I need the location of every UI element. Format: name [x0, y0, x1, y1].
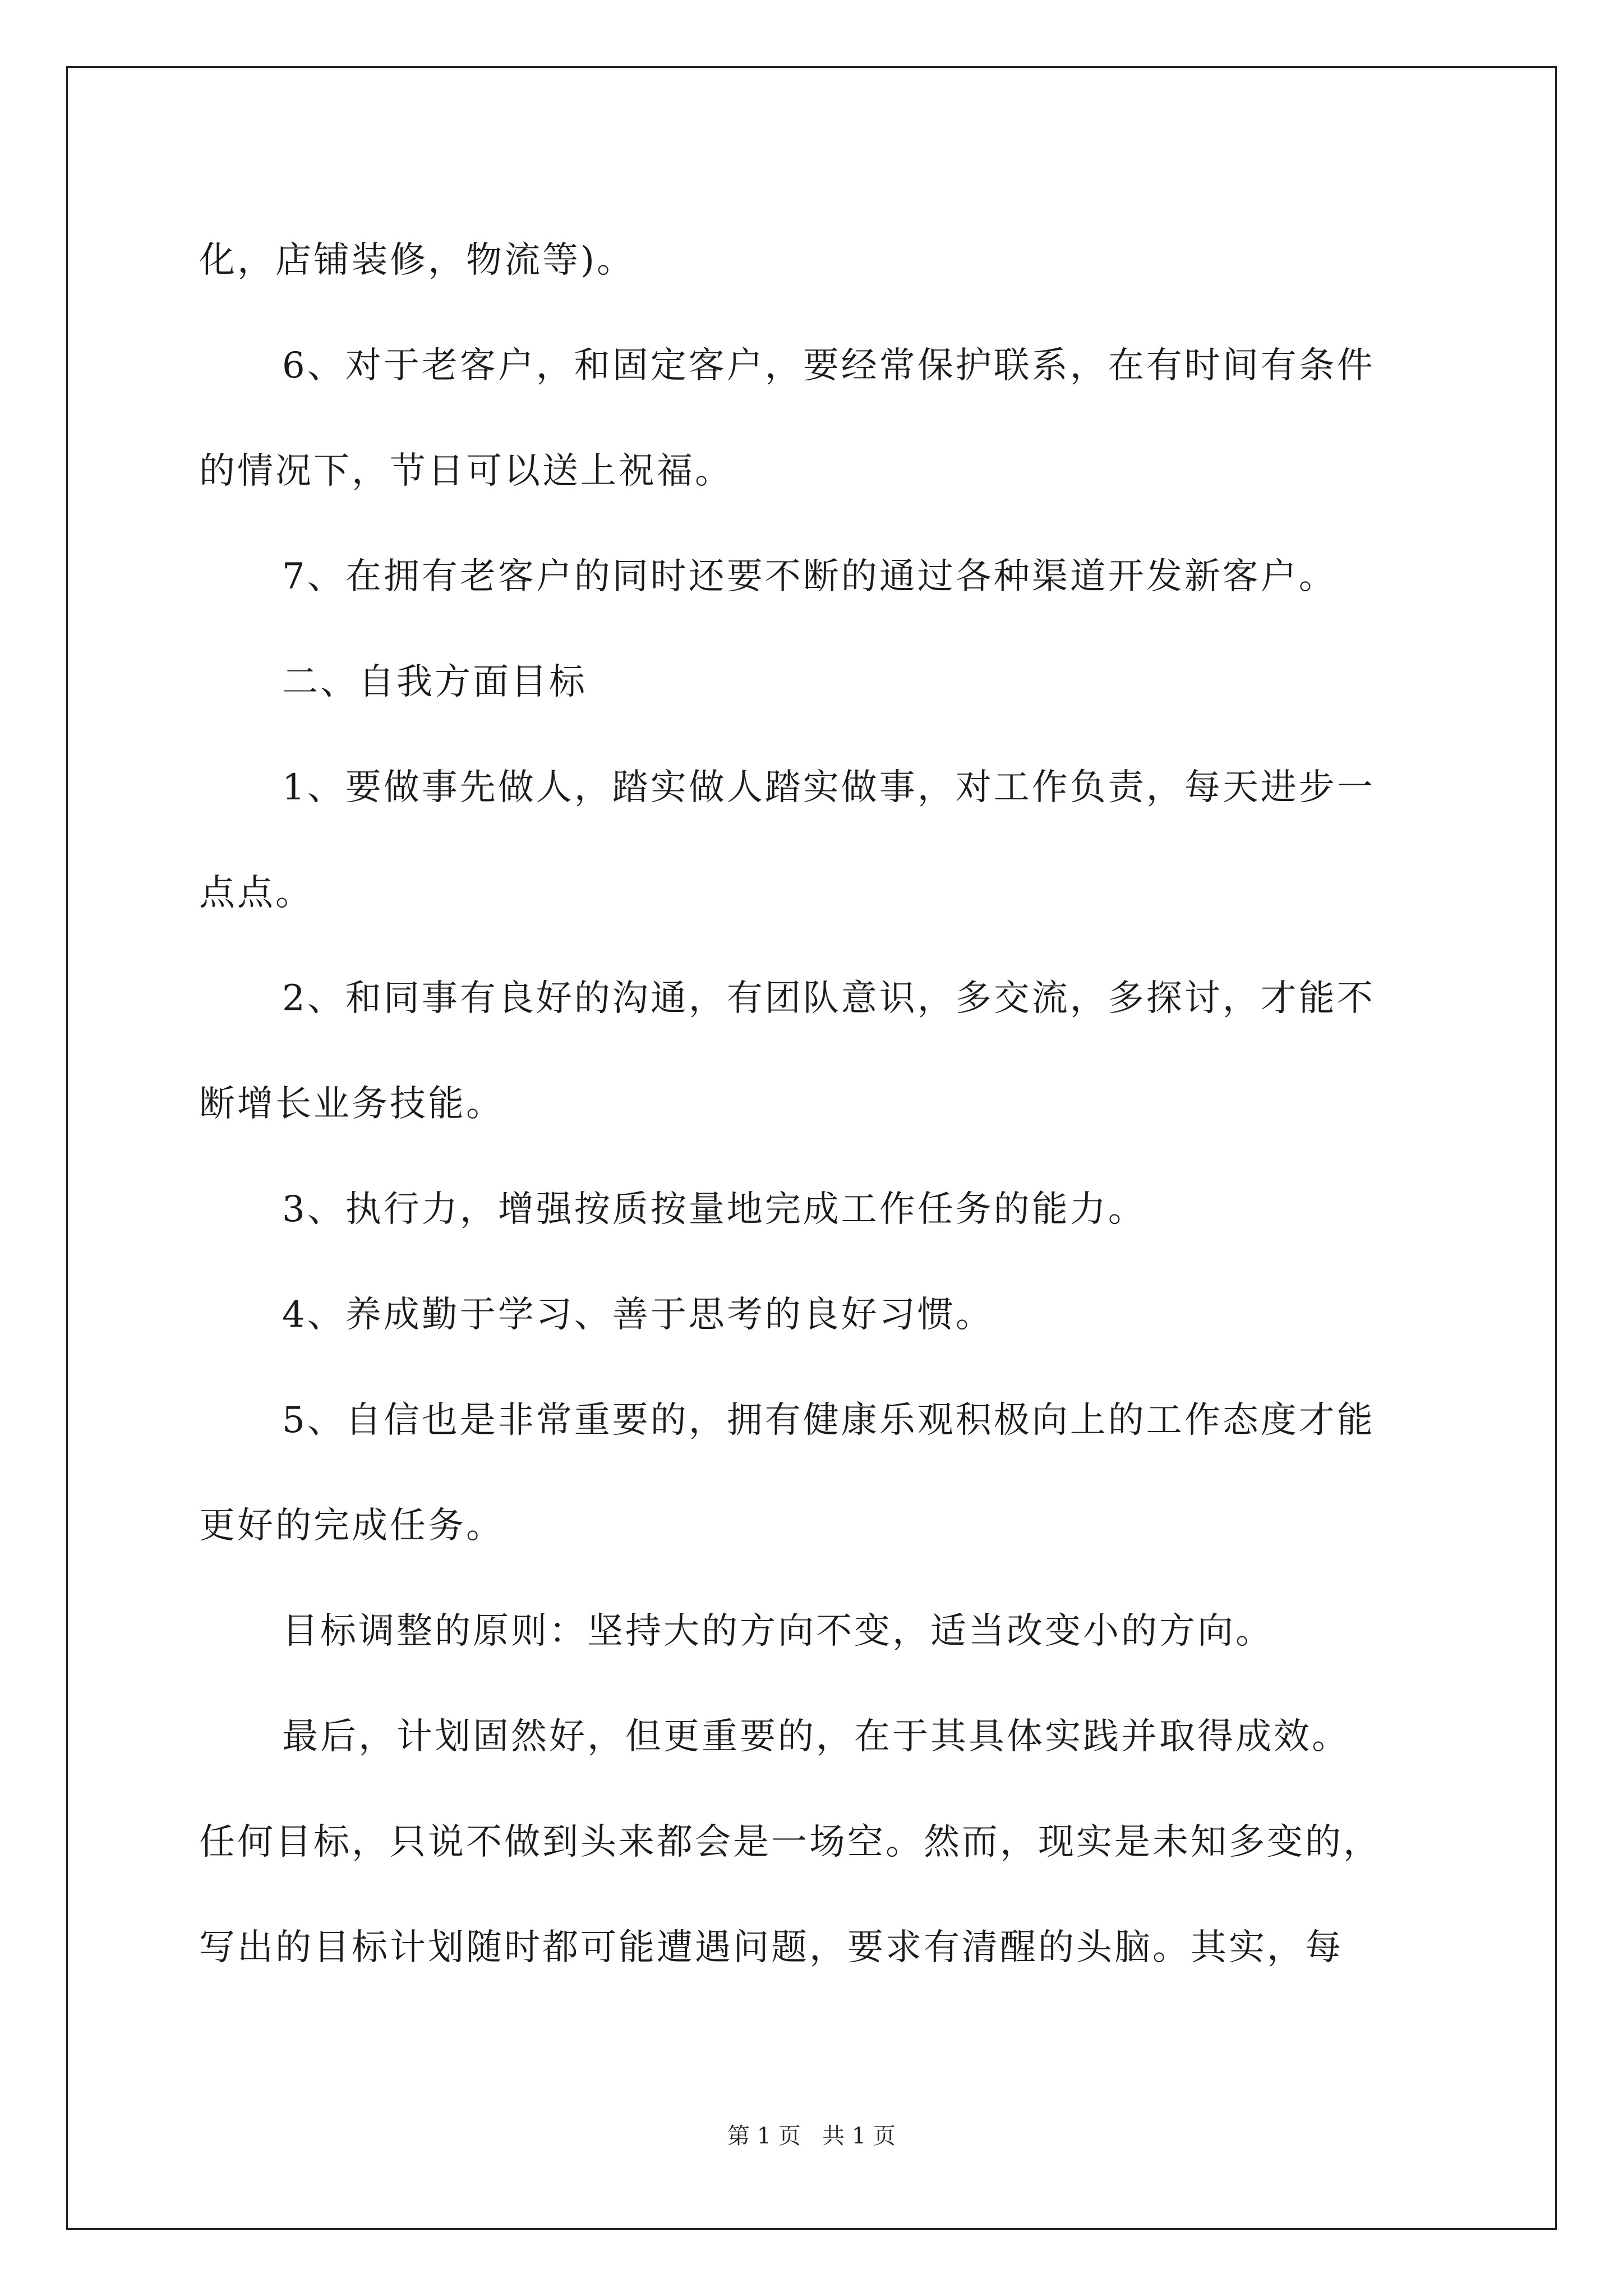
text-line: 5、自信也是非常重要的，拥有健康乐观积极向上的工作态度才能: [282, 1400, 1375, 1441]
text-line: 7、在拥有老客户的同时还要不断的通过各种渠道开发新客户。: [282, 556, 1337, 597]
text-line: 3、执行力，增强按质按量地完成工作任务的能力。: [282, 1189, 1146, 1230]
text-line: 更好的完成任务。: [199, 1505, 504, 1547]
text-line: 最后，计划固然好，但更重要的，在于其具体实践并取得成效。: [282, 1716, 1350, 1757]
text-line: 4、养成勤于学习、善于思考的良好习惯。: [282, 1294, 994, 1336]
text-line: 断增长业务技能。: [199, 1083, 504, 1125]
text-line: 1、要做事先做人，踏实做人踏实做事，对工作负责，每天进步一: [282, 767, 1375, 808]
text-line: 目标调整的原则：坚持大的方向不变，适当改变小的方向。: [282, 1611, 1274, 1652]
text-line: 的情况下，节日可以送上祝福。: [199, 450, 733, 492]
text-line: 点点。: [199, 872, 313, 914]
section-heading: 二、自我方面目标: [282, 661, 587, 703]
text-line: 任何目标，只说不做到头来都会是一场空。然而，现实是未知多变的，: [199, 1821, 1381, 1863]
page-footer: 第 1 页 共 1 页: [727, 2123, 896, 2149]
text-line: 6、对于老客户，和固定客户，要经常保护联系，在有时间有条件: [282, 345, 1375, 386]
text-line: 化，店铺装修，物流等)。: [199, 240, 635, 281]
text-line: 2、和同事有良好的沟通，有团队意识，多交流，多探讨，才能不: [282, 978, 1375, 1019]
text-line: 写出的目标计划随时都可能遭遇问题，要求有清醒的头脑。其实，每: [199, 1927, 1343, 1968]
document-body: [199, 208, 1422, 2000]
